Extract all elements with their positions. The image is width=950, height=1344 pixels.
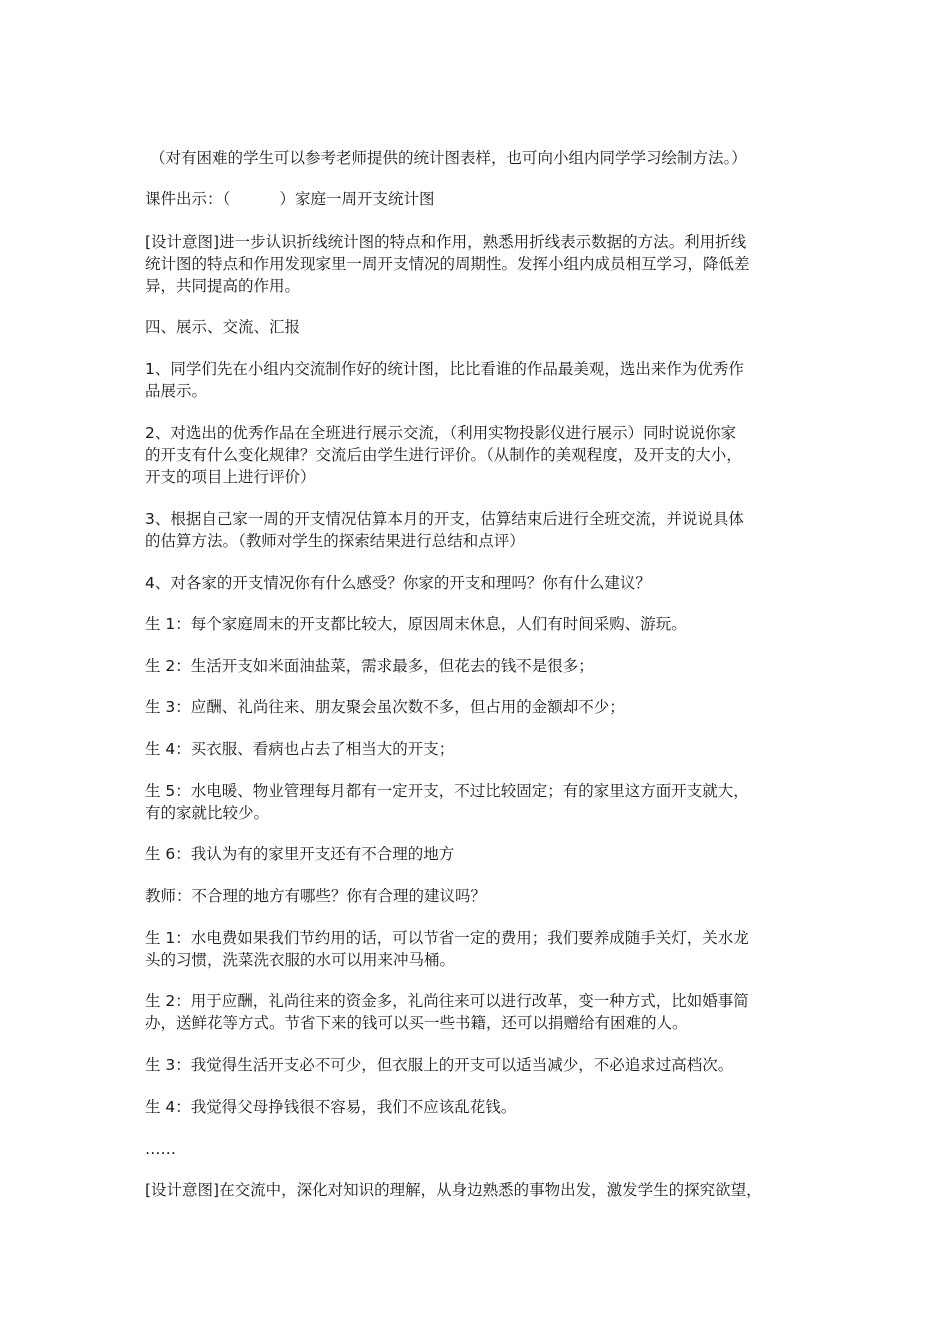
paragraph-courseware: 课件出示：（ ）家庭一周开支统计图 [145,190,435,208]
paragraph-step-4: 4、对各家的开支情况你有什么感受？你家的开支和理吗？你有什么建议？ [145,574,651,592]
student-answer-5: 生 5：水电暖、物业管理每月都有一定开支，不过比较固定；有的家里这方面开支就大， 有的家就比较少。 [145,782,749,822]
ellipsis: …… [145,1140,176,1158]
paragraph-design-intent-1: [设计意图]进一步认识折线统计图的特点和作用，熟悉用折线表示数据的方法。利用折线 统计图的特点和作用发现家里一周开支情况的周期性。发挥小组内成员相互学习，降低差 异，共同提高的作用。 [145,233,750,295]
paragraph-step-3: 3、根据自己家一周的开支情况估算本月的开支，估算结束后进行全班交流，并说说具体 的估算方法。（教师对学生的探索结果进行总结和点评） [145,510,744,550]
student-answer-4: 生 4：买衣服、看病也占去了相当大的开支； [145,740,455,758]
paragraph-step-1: 1、同学们先在小组内交流制作好的统计图，比比看谁的作品最美观，选出来作为优秀作 品展示。 [145,360,744,400]
paragraph-design-intent-2: [设计意图]在交流中，深化对知识的理解，从身边熟悉的事物出发，激发学生的探究欲望， [145,1181,762,1199]
suggestion-3: 生 3：我觉得生活开支必不可少，但衣服上的开支可以适当减少，不必追求过高档次。 [145,1056,734,1074]
teacher-question: 教师：不合理的地方有哪些？你有合理的建议吗？ [145,887,487,905]
paragraph-step-2: 2、对选出的优秀作品在全班进行展示交流，（利用实物投影仪进行展示）同时说说你家 的开支有什么变化规律？交流后由学生进行评价。（从制作的美观程度，及开支的大小， 开支的项目上进行评价） [145,424,742,486]
student-answer-3: 生 3：应酬、礼尚往来、朋友聚会虽次数不多，但占用的金额却不少； [145,698,625,716]
suggestion-2: 生 2：用于应酬，礼尚往来的资金多，礼尚往来可以进行改革，变一种方式，比如婚事简 办，送鲜花等方式。节省下来的钱可以买一些书籍，还可以捐赠给有困难的人。 [145,992,749,1032]
student-answer-6: 生 6：我认为有的家里开支还有不合理的地方 [145,845,455,863]
suggestion-4: 生 4：我觉得父母挣钱很不容易，我们不应该乱花钱。 [145,1098,517,1116]
section-heading: 四、展示、交流、汇报 [145,318,301,336]
suggestion-1: 生 1：水电费如果我们节约用的话，可以节省一定的费用；我们要养成随手关灯，关水龙 头的习惯，洗菜洗衣服的水可以用来冲马桶。 [145,929,749,969]
student-answer-2: 生 2：生活开支如米面油盐菜，需求最多，但花去的钱不是很多； [145,657,594,675]
paragraph-note: （对有困难的学生可以参考老师提供的统计图表样，也可向小组内同学学习绘制方法。） [150,149,747,167]
student-answer-1: 生 1：每个家庭周末的开支都比较大，原因周末休息，人们有时间采购、游玩。 [145,615,687,633]
